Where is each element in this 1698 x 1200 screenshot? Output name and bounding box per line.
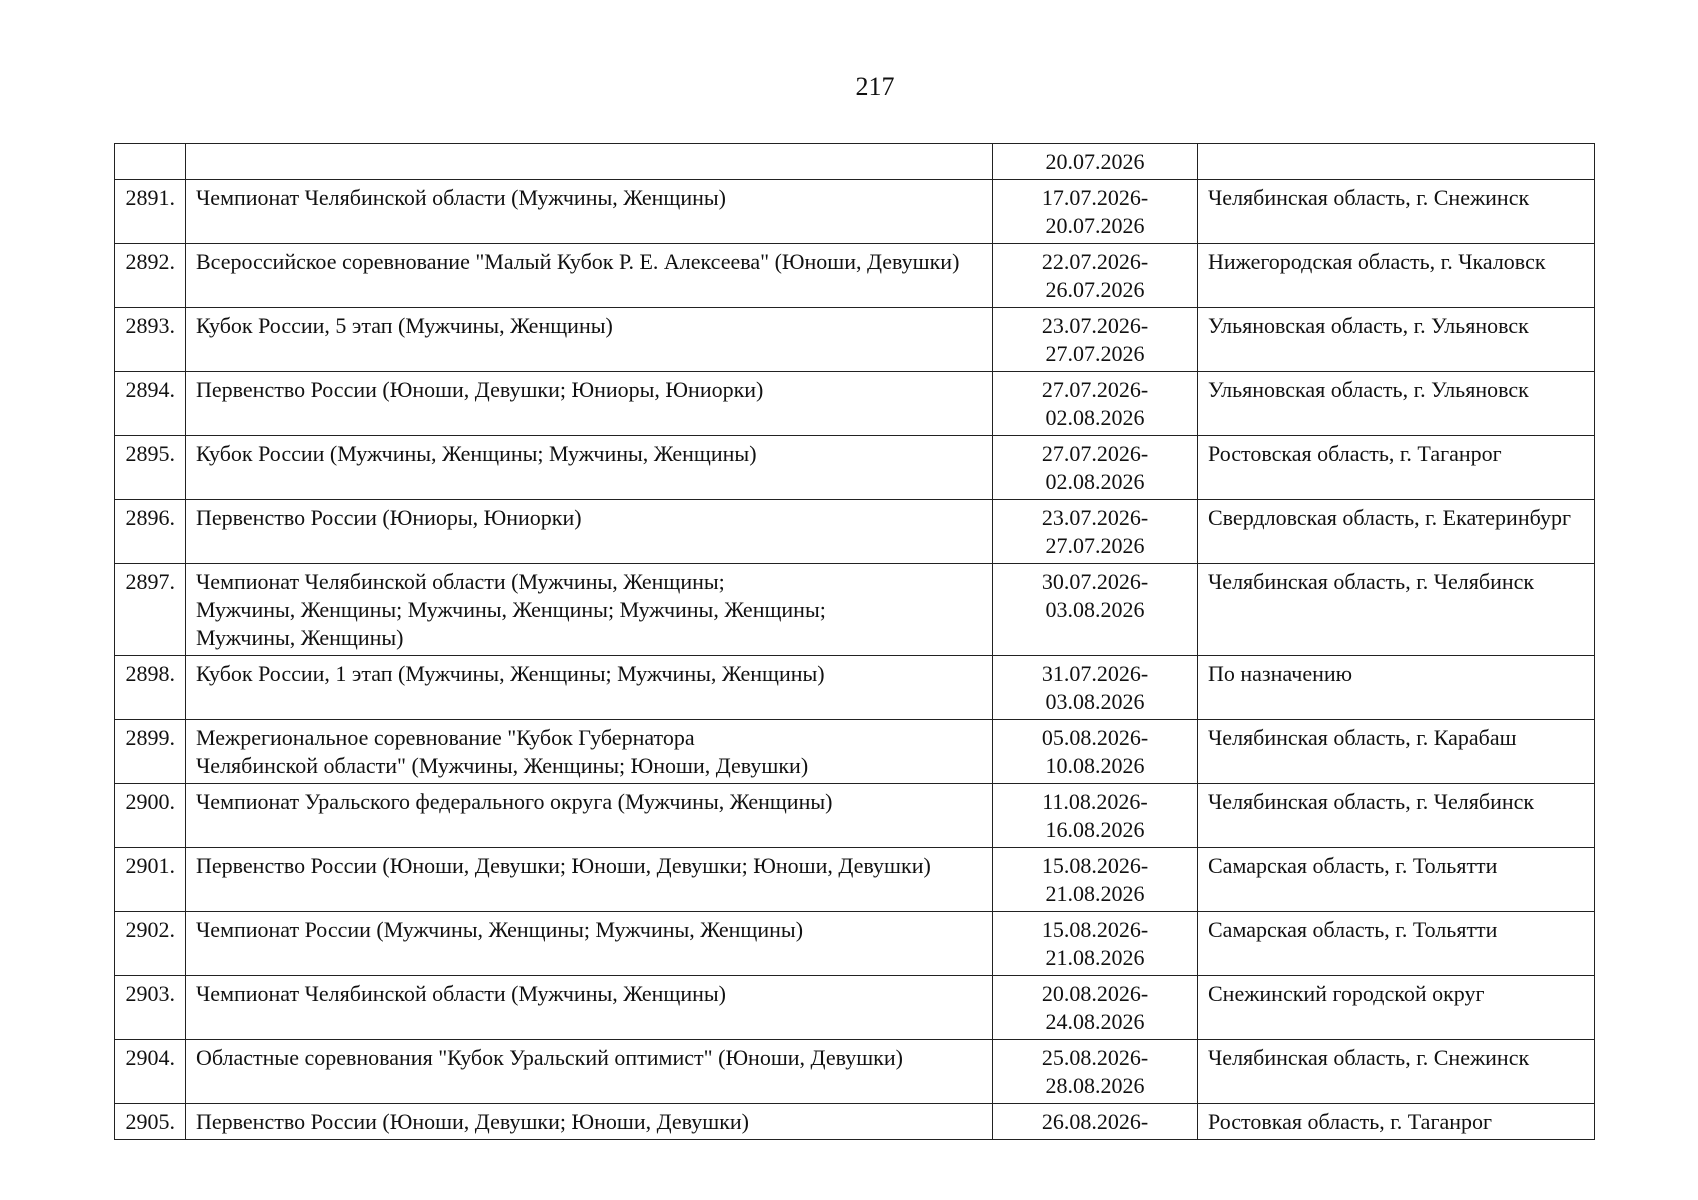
row-number: 2900.: [115, 784, 186, 848]
event-name: Кубок России (Мужчины, Женщины; Мужчины, Женщины): [186, 436, 993, 500]
event-name: Кубок России, 5 этап (Мужчины, Женщины): [186, 308, 993, 372]
event-location: Челябинская область, г. Снежинск: [1198, 1040, 1595, 1104]
event-dates: 25.08.2026- 28.08.2026: [993, 1040, 1198, 1104]
table-row: [115, 180, 1595, 244]
table-row: [115, 976, 1595, 1040]
event-location: Челябинская область, г. Челябинск: [1198, 784, 1595, 848]
event-name: Чемпионат Уральского федерального округа (Мужчины, Женщины): [186, 784, 993, 848]
event-name: Первенство России (Юноши, Девушки; Юноши, Девушки; Юноши, Девушки): [186, 848, 993, 912]
table-row: [115, 1040, 1595, 1104]
event-dates: 23.07.2026- 27.07.2026: [993, 500, 1198, 564]
table-row: [115, 656, 1595, 720]
event-name: Первенство России (Юноши, Девушки; Юноши, Девушки): [186, 1104, 993, 1140]
event-dates: 20.07.2026: [993, 144, 1198, 180]
table-row: [115, 308, 1595, 372]
row-number: 2893.: [115, 308, 186, 372]
event-location: Челябинская область, г. Снежинск: [1198, 180, 1595, 244]
event-dates: 27.07.2026- 02.08.2026: [993, 372, 1198, 436]
event-name: Первенство России (Юноши, Девушки; Юниоры, Юниорки): [186, 372, 993, 436]
table-row: [115, 720, 1595, 784]
event-dates: 20.08.2026- 24.08.2026: [993, 976, 1198, 1040]
event-dates: 26.08.2026-: [993, 1104, 1198, 1140]
event-dates: 27.07.2026- 02.08.2026: [993, 436, 1198, 500]
event-dates: 23.07.2026- 27.07.2026: [993, 308, 1198, 372]
event-name: Чемпионат Челябинской области (Мужчины, Женщины): [186, 180, 993, 244]
row-number: 2902.: [115, 912, 186, 976]
event-dates: 31.07.2026- 03.08.2026: [993, 656, 1198, 720]
row-number: 2899.: [115, 720, 186, 784]
table-row: [115, 1104, 1595, 1140]
event-location: Челябинская область, г. Челябинск: [1198, 564, 1595, 656]
event-location: [1198, 144, 1595, 180]
row-number: [115, 144, 186, 180]
event-name: Всероссийское соревнование "Малый Кубок Р. Е. Алексеева" (Юноши, Девушки): [186, 244, 993, 308]
table-row: [115, 500, 1595, 564]
event-name: Кубок России, 1 этап (Мужчины, Женщины; Мужчины, Женщины): [186, 656, 993, 720]
event-location: Ульяновская область, г. Ульяновск: [1198, 372, 1595, 436]
event-dates: 22.07.2026- 26.07.2026: [993, 244, 1198, 308]
row-number: 2891.: [115, 180, 186, 244]
row-number: 2892.: [115, 244, 186, 308]
row-number: 2905.: [115, 1104, 186, 1140]
event-name: [186, 144, 993, 180]
events-table-body: [115, 144, 1595, 1140]
row-number: 2897.: [115, 564, 186, 656]
event-dates: 11.08.2026- 16.08.2026: [993, 784, 1198, 848]
event-location: Свердловская область, г. Екатеринбург: [1198, 500, 1595, 564]
event-name: Областные соревнования "Кубок Уральский оптимист" (Юноши, Девушки): [186, 1040, 993, 1104]
table-row: [115, 784, 1595, 848]
row-number: 2895.: [115, 436, 186, 500]
event-location: По назначению: [1198, 656, 1595, 720]
event-name: Чемпионат Челябинской области (Мужчины, Женщины): [186, 976, 993, 1040]
row-number: 2898.: [115, 656, 186, 720]
event-location: Нижегородская область, г. Чкаловск: [1198, 244, 1595, 308]
event-location: Самарская область, г. Тольятти: [1198, 912, 1595, 976]
event-name: Межрегиональное соревнование "Кубок Губернатора Челябинской области" (Мужчины, Женщины; Юноши, Девушки): [186, 720, 993, 784]
events-table: [114, 143, 1595, 1140]
event-dates: 30.07.2026- 03.08.2026: [993, 564, 1198, 656]
event-dates: 15.08.2026- 21.08.2026: [993, 912, 1198, 976]
table-row: [115, 912, 1595, 976]
table-row: [115, 244, 1595, 308]
event-dates: 05.08.2026- 10.08.2026: [993, 720, 1198, 784]
page-number: 217: [855, 72, 895, 101]
event-dates: 15.08.2026- 21.08.2026: [993, 848, 1198, 912]
row-number: 2901.: [115, 848, 186, 912]
event-name: Первенство России (Юниоры, Юниорки): [186, 500, 993, 564]
event-location: Самарская область, г. Тольятти: [1198, 848, 1595, 912]
row-number: 2894.: [115, 372, 186, 436]
event-location: Ростовкая область, г. Таганрог: [1198, 1104, 1595, 1140]
event-name: Чемпионат России (Мужчины, Женщины; Мужчины, Женщины): [186, 912, 993, 976]
event-dates: 17.07.2026- 20.07.2026: [993, 180, 1198, 244]
table-row: [115, 436, 1595, 500]
table-row: [115, 848, 1595, 912]
event-location: Снежинский городской округ: [1198, 976, 1595, 1040]
row-number: 2903.: [115, 976, 186, 1040]
table-row: [115, 564, 1595, 656]
table-row: [115, 372, 1595, 436]
event-location: Ульяновская область, г. Ульяновск: [1198, 308, 1595, 372]
row-number: 2904.: [115, 1040, 186, 1104]
event-location: Ростовская область, г. Таганрог: [1198, 436, 1595, 500]
event-name: Чемпионат Челябинской области (Мужчины, Женщины; Мужчины, Женщины; Мужчины, Женщины; Мужчины, Женщины; Мужчины, Женщины): [186, 564, 993, 656]
event-location: Челябинская область, г. Карабаш: [1198, 720, 1595, 784]
table-row-continuation: [115, 144, 1595, 180]
row-number: 2896.: [115, 500, 186, 564]
